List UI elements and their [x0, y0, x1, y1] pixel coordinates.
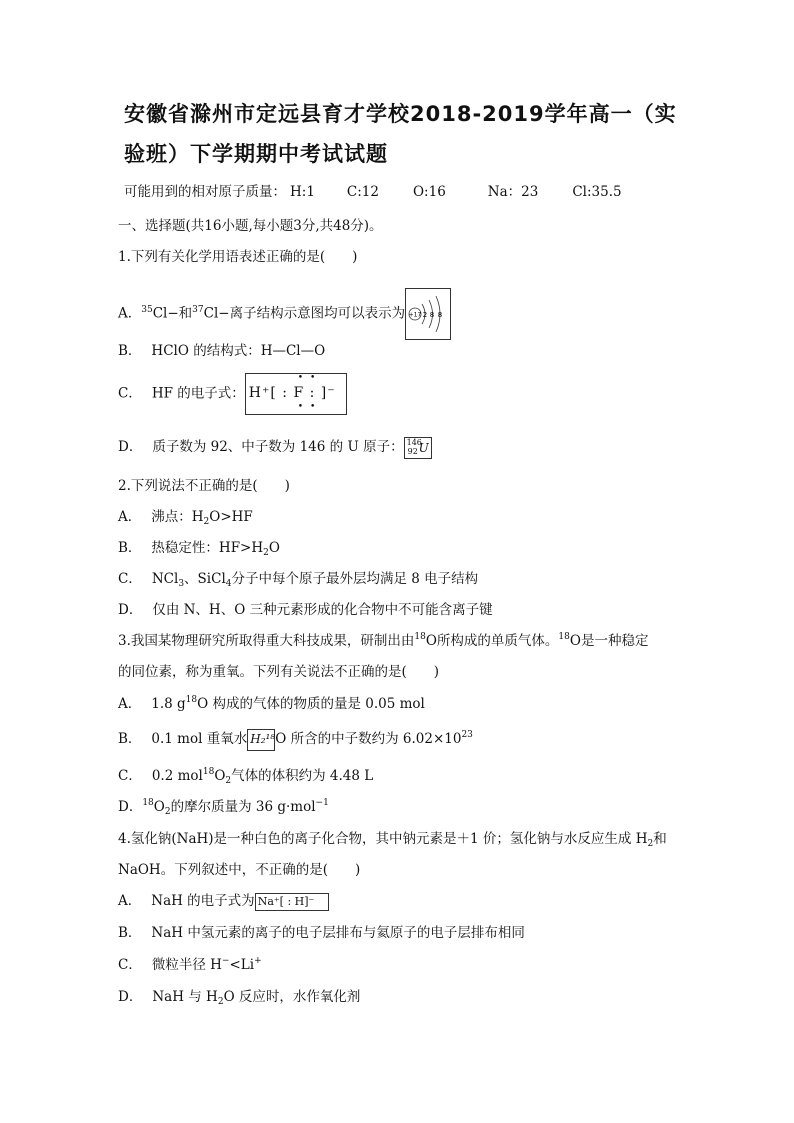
- option-text-2: O>HF: [209, 509, 253, 525]
- page-title: 安徽省滁州市定远县育才学校2018-2019学年高一（实验班）下学期期中考试试题: [124, 102, 677, 166]
- option-letter: A．: [118, 305, 142, 322]
- atomic-mass-h: H:1: [290, 184, 315, 200]
- element-symbol: U: [418, 440, 429, 455]
- question-2-option-a: [118, 505, 253, 525]
- option-text-2: 的摩尔质量为 36 g·mol: [170, 799, 316, 815]
- stem-text-2: 和: [653, 831, 667, 847]
- question-2-option-d: [118, 598, 493, 618]
- question-1-option-b: [118, 339, 325, 359]
- option-text: 沸点：H: [151, 509, 204, 525]
- option-text-2: <Li: [229, 957, 255, 973]
- option-text: 0.2 mol: [151, 768, 203, 784]
- svg-text:2: 2: [422, 311, 428, 319]
- isotope-37: 37: [192, 304, 204, 315]
- option-text: 微粒半径 H: [151, 957, 222, 973]
- subscript: 2: [263, 548, 269, 558]
- subscript: 3: [178, 579, 185, 589]
- stem-text: 4.氢化钠(NaH)是一种白色的离子化合物，其中钠元素是＋1 价；氢化钠与水反应生成 H: [118, 831, 648, 847]
- question-3-stem-line-2: 的同位素，称为重氧。下列有关说法不正确的是( ): [118, 664, 440, 680]
- option-letter: A．: [118, 696, 142, 712]
- question-2-stem: 2.下列说法不正确的是( ): [118, 478, 290, 494]
- option-text-2: 、SiCl: [184, 571, 226, 587]
- option-letter: D．: [118, 439, 143, 455]
- superscript: 18: [202, 767, 215, 777]
- exponent: −1: [315, 798, 329, 808]
- question-4-option-c: [118, 953, 262, 973]
- question-4-option-b: [118, 921, 525, 941]
- question-1-stem: 1.下列有关化学用语表述正确的是( ): [118, 249, 358, 265]
- atomic-mass-label: 可能用到的相对原子质量：: [124, 184, 286, 200]
- option-text: Cl−和: [152, 305, 193, 322]
- option-letter: D．: [118, 799, 143, 815]
- isotope-35: 35: [141, 304, 153, 315]
- atomic-number: 92: [407, 446, 418, 456]
- question-4-option-a: [118, 889, 329, 911]
- nucleus-charge: +17: [408, 311, 422, 319]
- subscript: 2: [647, 839, 654, 849]
- atomic-mass-na: Na：23: [487, 184, 539, 200]
- question-4-stem-line-2: NaOH。下列叙述中，不正确的是( ): [118, 862, 361, 878]
- question-1-option-d: [118, 435, 432, 459]
- question-4-stem-line-1: [118, 827, 667, 847]
- section-heading: 一、选择题(共16小题,每小题3分,共48分)。: [118, 218, 383, 234]
- option-text: 仅由 N、H、O 三种元素形成的化合物中不可能含离子键: [152, 602, 493, 618]
- question-1-option-a: [118, 288, 451, 340]
- option-text: NaH 与 H: [152, 989, 218, 1005]
- superscript: 18: [142, 798, 154, 808]
- option-letter: D．: [118, 602, 143, 618]
- option-text-2: Cl−离子结构示意图均可以表示为: [203, 305, 406, 322]
- option-text: NCl: [151, 571, 179, 587]
- svg-text:8: 8: [437, 311, 443, 319]
- stem-text: 3.我国某物理研究所取得重大科技成果，研制出由: [118, 633, 415, 649]
- svg-text:8: 8: [429, 311, 435, 319]
- superscript: 18: [558, 632, 570, 642]
- atomic-mass-c: C:12: [346, 184, 379, 200]
- question-3-option-b: [118, 727, 473, 751]
- atomic-mass-o: O:16: [412, 184, 446, 200]
- option-letter: C．: [118, 768, 142, 784]
- option-text-2: O: [214, 768, 226, 784]
- hf-formula-text: H⁺[ : F : ]⁻: [248, 385, 336, 401]
- option-text-2: O: [268, 540, 280, 556]
- option-letter: C．: [118, 571, 142, 587]
- question-2-option-c: [118, 567, 478, 587]
- atomic-mass-cl: Cl:35.5: [572, 184, 622, 200]
- option-text: NaH 中氢元素的离子的电子层排布与氦原子的电子层排布相同: [151, 925, 525, 941]
- question-3-option-a: [118, 692, 425, 712]
- option-text: 质子数为 92、中子数为 146 的 U 原子：: [152, 439, 404, 455]
- option-letter: D．: [118, 989, 143, 1005]
- option-letter: B．: [118, 343, 142, 359]
- heavy-water-formula: [247, 729, 275, 751]
- question-2-option-b: [118, 536, 280, 556]
- option-text: O: [153, 799, 165, 815]
- option-letter: A．: [118, 893, 142, 909]
- chloride-ion-structure-diagram: [405, 288, 451, 340]
- subscript: 2: [203, 517, 210, 527]
- option-text-3: 分子中每个原子最外层均满足 8 电子结构: [231, 571, 479, 587]
- exponent: 23: [461, 730, 473, 740]
- option-text-2: O 所含的中子数约为 6.02×10: [275, 731, 462, 747]
- superscript: 18: [185, 695, 198, 705]
- subscript: 2: [164, 807, 171, 817]
- question-4-option-d: [118, 985, 360, 1005]
- option-letter: B．: [118, 925, 142, 941]
- option-letter: B．: [118, 540, 142, 556]
- option-text: 0.1 mol 重氧水: [151, 731, 248, 747]
- option-letter: A．: [118, 509, 142, 525]
- option-text: HClO 的结构式：H—Cl—O: [151, 343, 326, 359]
- subscript: 4: [225, 579, 232, 589]
- option-text: HF 的电子式：: [151, 385, 245, 402]
- stem-text-3: O是一种稳定: [569, 633, 649, 649]
- option-text-2: O 构成的气体的物质的量是 0.05 mol: [197, 696, 425, 712]
- option-letter: C．: [118, 957, 142, 973]
- option-text: 1.8 g: [151, 696, 186, 712]
- question-3-stem-line-1: [118, 629, 648, 649]
- option-text: 热稳定性：HF>H: [151, 540, 264, 556]
- stem-text-2: O所构成的单质气体。: [425, 633, 559, 649]
- subscript: 2: [217, 997, 224, 1007]
- mass-number: 146: [406, 437, 422, 447]
- hf-electron-formula: • • H⁺[ : F : ]⁻ • •: [245, 373, 347, 415]
- option-letter: C．: [118, 385, 142, 402]
- atomic-mass-line: [124, 180, 622, 200]
- question-3-option-c: [118, 764, 373, 784]
- option-letter: B．: [118, 731, 142, 747]
- formula-text: Na⁺[ : H]⁻: [257, 894, 315, 908]
- formula-text: H₂¹⁸: [250, 731, 276, 746]
- superscript: −: [221, 956, 230, 966]
- option-text-2: O 反应时，水作氧化剂: [223, 989, 361, 1005]
- option-text: NaH 的电子式为: [151, 893, 255, 909]
- question-3-option-d: [118, 795, 329, 815]
- option-text-3: 气体的体积约为 4.48 L: [231, 768, 374, 784]
- superscript: 18: [414, 632, 426, 642]
- superscript: +: [254, 956, 262, 966]
- nah-electron-formula: [255, 893, 329, 911]
- subscript: 2: [225, 776, 232, 786]
- uranium-nuclide-symbol: [404, 437, 432, 459]
- question-1-option-c: [118, 373, 347, 415]
